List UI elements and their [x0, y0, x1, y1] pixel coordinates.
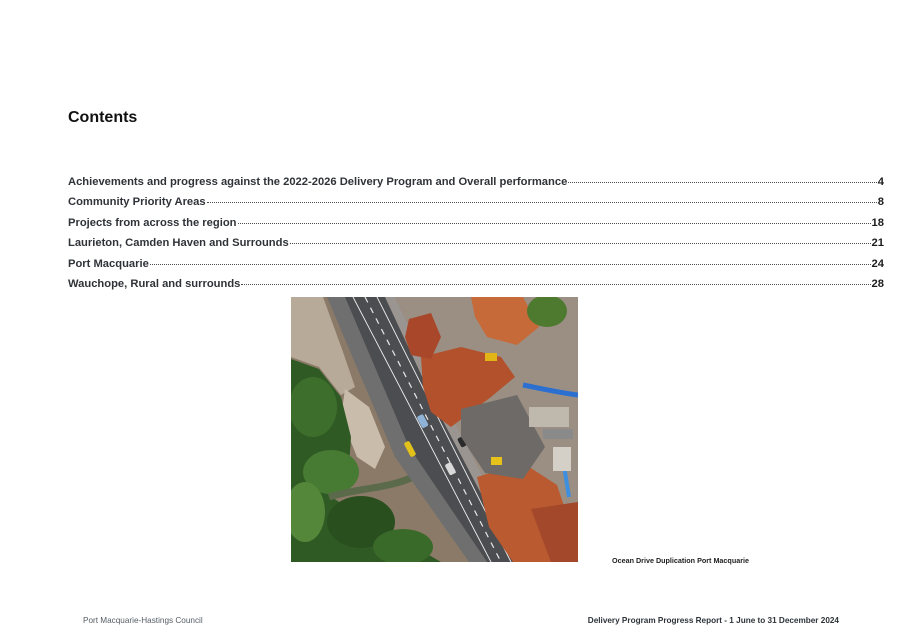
- toc-entry-port-macquarie[interactable]: [68, 258, 884, 278]
- dot-leader: [150, 264, 871, 265]
- toc-entry-title: Wauchope, Rural and surrounds: [68, 277, 241, 290]
- aerial-road-construction-illustration: [291, 297, 578, 562]
- page-title: Contents: [68, 109, 138, 126]
- dot-leader: [238, 223, 871, 224]
- toc-entry-laurieton[interactable]: [68, 237, 884, 257]
- toc-entry-achievements[interactable]: [68, 176, 884, 196]
- photo-caption: Ocean Drive Duplication Port Macquarie: [612, 556, 749, 565]
- footer-report-title: Delivery Program Progress Report - 1 June to 31 December 2024: [587, 616, 839, 625]
- table-of-contents: [68, 176, 884, 298]
- toc-entry-title: Projects from across the region: [68, 216, 237, 229]
- toc-entry-page: 8: [877, 196, 884, 209]
- toc-entry-title: Achievements and progress against the 2022-2026 Delivery Program and Overall performance: [68, 176, 568, 188]
- toc-entry-wauchope[interactable]: [68, 278, 884, 298]
- aerial-photo: [291, 297, 578, 562]
- footer-organisation: Port Macquarie-Hastings Council: [83, 616, 203, 625]
- dot-leader: [290, 243, 871, 244]
- dot-leader: [568, 182, 876, 183]
- toc-entry-title: Port Macquarie: [68, 257, 149, 270]
- dot-leader: [241, 284, 870, 285]
- toc-entry-projects-region[interactable]: [68, 217, 884, 237]
- toc-entry-page: 24: [871, 257, 884, 270]
- toc-entry-title: Community Priority Areas: [68, 196, 206, 209]
- toc-entry-page: 4: [877, 176, 884, 188]
- toc-entry-page: 21: [871, 237, 884, 250]
- toc-entry-title: Laurieton, Camden Haven and Surrounds: [68, 237, 289, 250]
- toc-entry-page: 28: [871, 277, 884, 290]
- toc-entry-page: 18: [871, 216, 884, 229]
- dot-leader: [207, 202, 877, 203]
- toc-entry-community-priority-areas[interactable]: [68, 196, 884, 216]
